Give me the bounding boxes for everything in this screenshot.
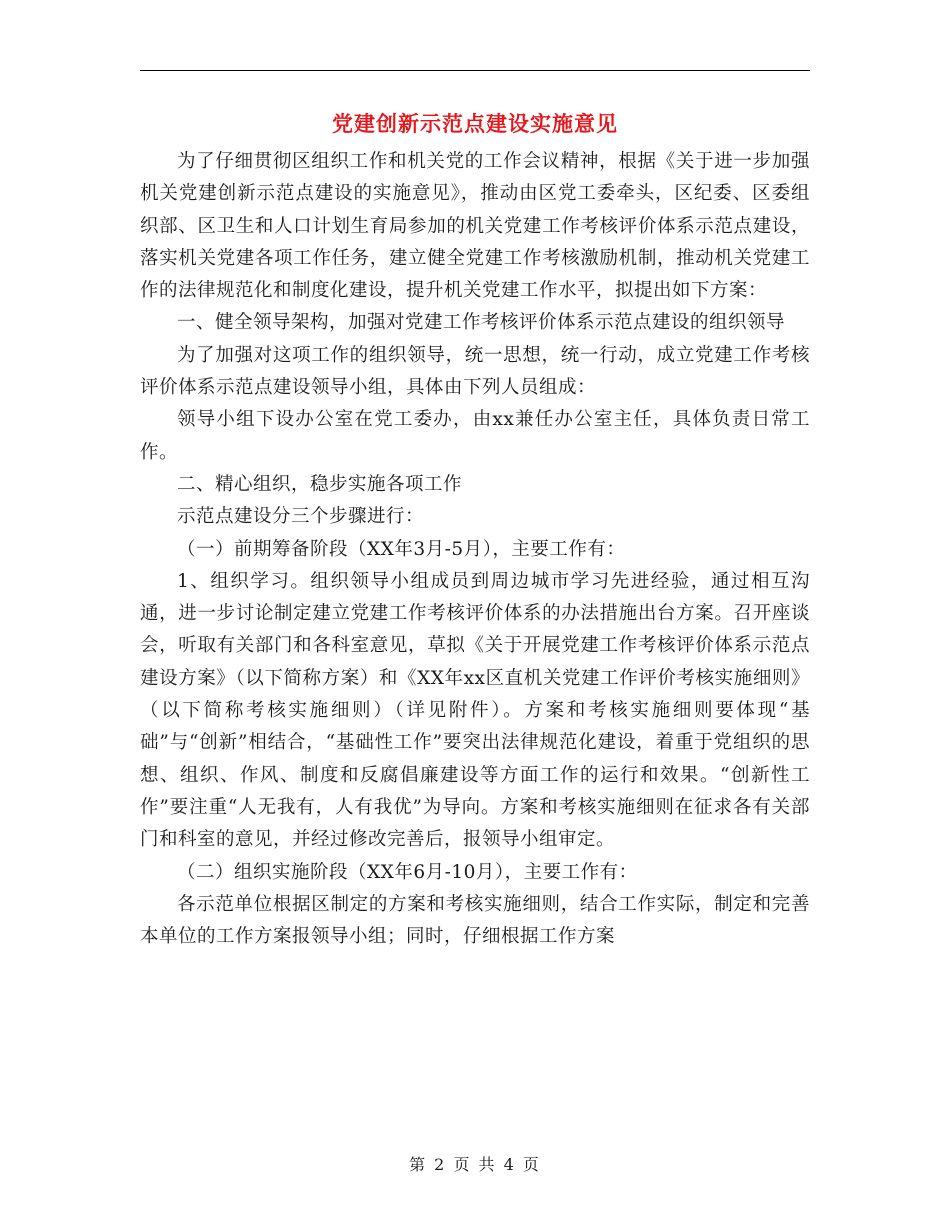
document-title: 党建创新示范点建设实施意见 [332, 111, 618, 136]
paragraph-implementation: 各示范单位根据区制定的方案和考核实施细则，结合工作实际，制定和完善本单位的工作方案报领导小组；同时，仔细根据工作方案 [140, 893, 810, 948]
page-footer: 第 2 页 共 4 页 [409, 1155, 541, 1174]
heading-stage-2: （二）组织实施阶段（XX年6月-10月），主要工作有： [177, 861, 638, 883]
paragraph-intro: 为了仔细贯彻区组织工作和机关党的工作会议精神，根据《关于进一步加强机关党建创新示范点建设的实施意见》，推动由区党工委牵头，区纪委、区委组织部、区卫生和人口计划生育局参加的机关党建工作考核评价体系示范点建设，落实机关党建各项工作任务，建立健全党建工作考核激励机制，推动机关党建工作的法律规范化和制度化建设，提升机关党建工作水平，拟提出如下方案： [140, 151, 810, 302]
paragraph-office: 领导小组下设办公室在党工委办，由xx兼任办公室主任，具体负责日常工作。 [140, 409, 810, 463]
paragraph-steps: 示范点建设分三个步骤进行： [177, 506, 425, 528]
paragraph-organize-study: 1、组织学习。组织领导小组成员到周边城市学习先进经验，通过相互沟通，进一步讨论制定建立党建工作考核评价体系的办法措施出台方案。召开座谈会，听取有关部门和各科室意见，草拟《关于开展党建工作考核评价体系示范点建设方案》（以下简称方案）和《XX年xx区直机关党建工作评价考核实施细则》（以下简称考核实施细则）（详见附件）。方案和考核实施细则要体现“基础”与“创新”相结合，“基础性工作”要突出法律规范化建设，着重于党组织的思想、组织、作风、制度和反腐倡廉建设等方面工作的运行和效果。“创新性工作”要注重“人无我有，人有我优”为导向。方案和考核实施细则在征求各有关部门和科室的意见，并经过修改完善后，报领导小组审定。 [140, 570, 810, 851]
header-rule [140, 70, 810, 71]
heading-stage-1: （一）前期筹备阶段（XX年3月-5月），主要工作有： [177, 538, 626, 560]
heading-section-2: 二、精心组织，稳步实施各项工作 [177, 473, 463, 495]
paragraph-leadership-group: 为了加强对这项工作的组织领导，统一思想，统一行动，成立党建工作考核评价体系示范点建设领导小组，具体由下列人员组成： [140, 344, 810, 399]
heading-section-1: 一、健全领导架构，加强对党建工作考核评价体系示范点建设的组织领导 [177, 312, 786, 334]
document-body [140, 146, 810, 953]
